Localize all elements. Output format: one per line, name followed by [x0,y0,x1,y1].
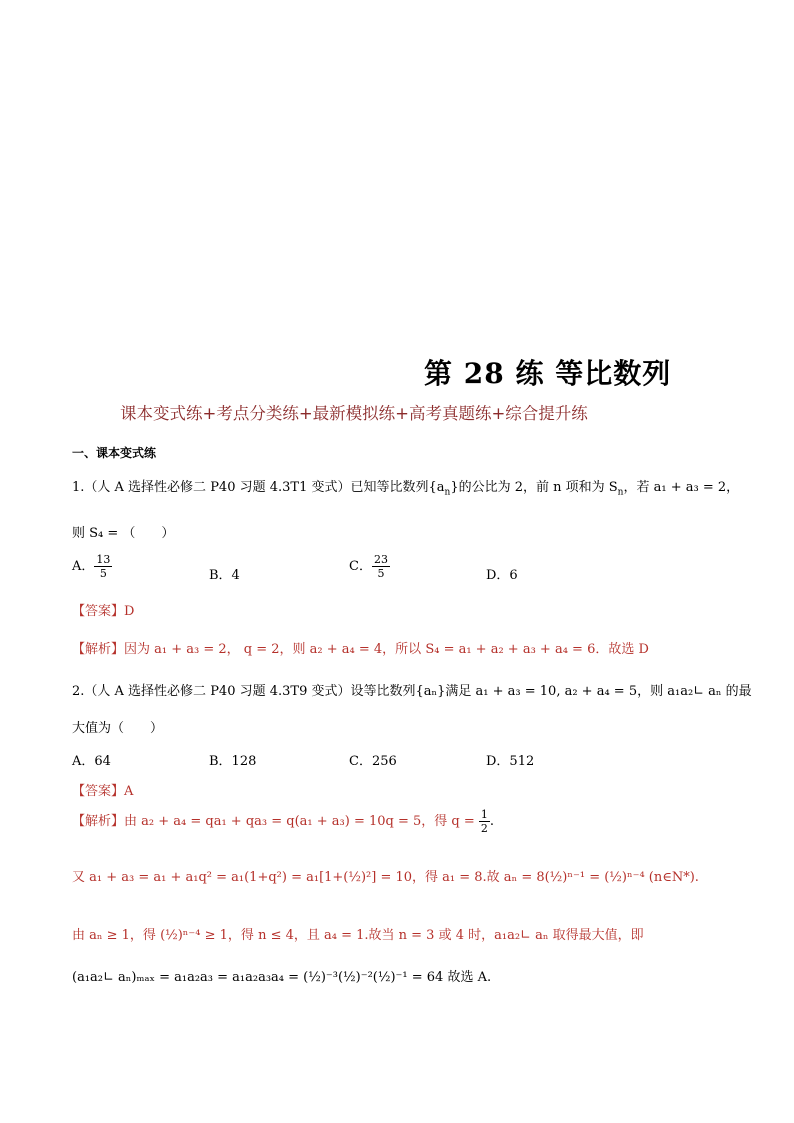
page-title: 第 28 练 等比数列 [424,357,672,390]
q1-option-c-fraction [372,553,390,580]
q1-option-b: B．4 [209,568,240,583]
q2-q-numerator: 1 [480,808,488,821]
q1-analysis [72,638,649,657]
q2-analysis-line3-text: 由 aₙ ≥ 1，得 (½)ⁿ⁻⁴ ≥ 1，得 n ≤ 4，且 a₄ = 1.故当 n = 3 或 4 时，a₁a₂∟ aₙ 取得最大值，即 [72,928,644,943]
q2-answer-value: A [124,784,134,799]
q1-answer [72,600,134,619]
q2-option-c: C．256 [349,754,397,769]
q1-analysis-text: 因为 a₁ + a₃ = 2， q = 2，则 a₂ + a₄ = 4，所以 S₄ = a₁ + a₂ + a₃ + a₄ = 6．故选 D [124,642,649,657]
q2-analysis-line2-text: 又 a₁ + a₃ = a₁ + a₁q² = a₁(1+q²) = a₁[1+(½)²] = 10，得 a₁ = 8.故 aₙ = 8(½)ⁿ⁻¹ = (½)ⁿ⁻⁴ (n∈N*). [72,870,699,885]
q1-option-d: D．6 [486,568,518,583]
q1-stem: 1.（人 A 选择性必修二 P40 习题 4.3T1 变式）已知等比数列$\{a_n\}$的公比为 2，前 n 项和为 $S_n$，若 a₁ + a₃ = 2， [72,480,740,498]
section-heading: 一、课本变式练 [72,446,157,460]
q2-option-a: A．64 [72,754,111,769]
q1-option-c [349,553,390,580]
q1-option-a [72,553,112,580]
q2-analysis-line4 [72,966,491,985]
q1-stem-line2: 则 S₄ = （ ） [72,526,175,541]
q2-analysis-line4-text: (a₁a₂∟ aₙ)ₘₐₓ = a₁a₂a₃ = a₁a₂a₃a₄ = (½)⁻³(½)⁻²(½)⁻¹ = 64 故选 A. [72,970,492,985]
q1-option-a-denominator: 5 [99,567,107,580]
q2-q-fraction [479,808,490,835]
q2-analysis-line3 [72,924,644,943]
q1-option-c-denominator: 5 [377,567,385,580]
q1-option-a-fraction [94,553,112,580]
q1-answer-label: 【答案】 [72,604,125,619]
q1-option-c-label: C． [349,559,372,574]
q2-stem-line2: 大值为（ ） [72,721,164,736]
q2-answer-label: 【答案】 [72,784,125,799]
q2-stem: 2.（人 A 选择性必修二 P40 习题 4.3T9 变式）设等比数列{aₙ}满足 a₁ + a₃ = 10, a₂ + a₄ = 5，则 a₁a₂∟ aₙ 的最 [72,684,752,699]
q2-analysis-line1-text: 由 a₂ + a₄ = qa₁ + qa₃ = q(a₁ + a₃) = 10q = 5，得 q = [124,814,479,829]
q1-option-a-numerator: 13 [96,553,111,566]
page-subtitle: 课本变式练+考点分类练+最新模拟练+高考真题练+综合提升练 [120,404,588,423]
q2-analysis-line1: 【解析】由 a₂ + a₄ = qa₁ + qa₃ = q(a₁ + a₃) = 10q = 5，得 q = $\frac{1}{2}$ . [72,808,495,835]
q1-stem-part-c: ，若 a₁ + a₃ = 2， [623,480,740,495]
q2-analysis-label: 【解析】 [72,814,125,829]
q1-answer-value: D [124,604,135,619]
q1-option-a-label: A． [72,559,95,574]
q1-stem-part-b: }的公比为 2，前 n 项和为 S [450,480,618,495]
q2-answer [72,780,133,799]
q1-analysis-label: 【解析】 [72,642,125,657]
q2-option-b: B．128 [209,754,257,769]
q2-q-denominator: 2 [480,822,488,835]
q2-option-d: D．512 [486,754,535,769]
q1-option-c-numerator: 23 [373,553,388,566]
q1-stem-part-a: 1.（人 A 选择性必修二 P40 习题 4.3T1 变式）已知等比数列{a [72,480,445,495]
q2-analysis-line2 [72,866,699,885]
